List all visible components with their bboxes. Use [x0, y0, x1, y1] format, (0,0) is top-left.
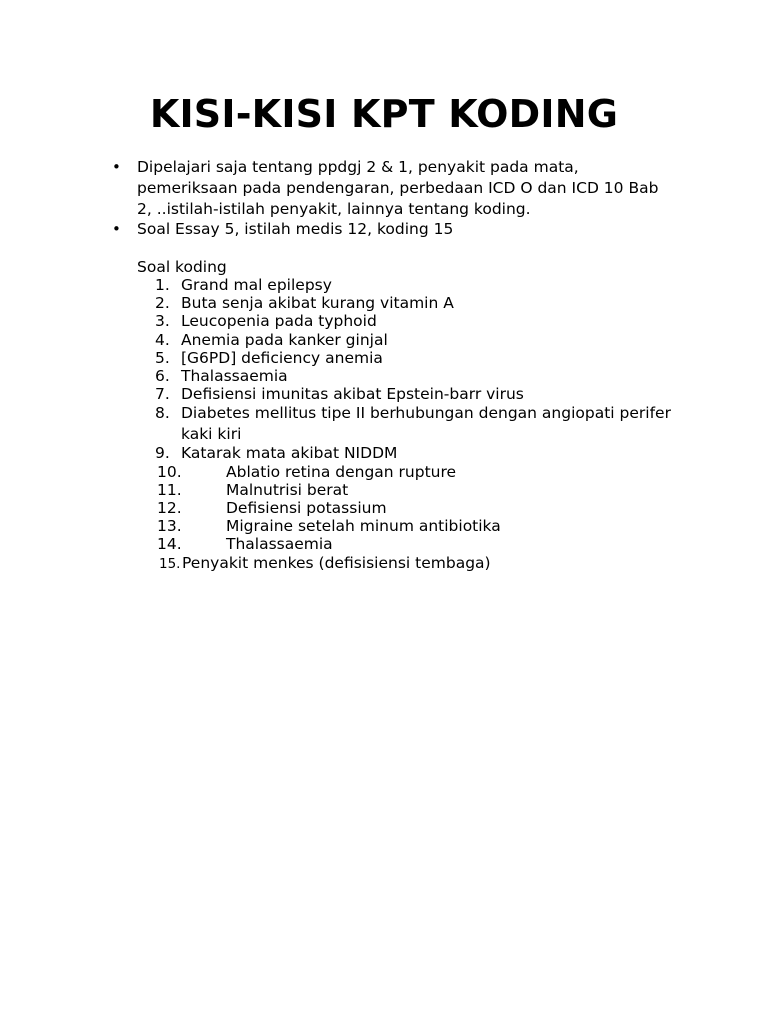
list-item — [0, 331, 681, 349]
item-text: Malnutrisi berat — [226, 480, 349, 499]
list-item — [0, 385, 681, 403]
bullet-item — [0, 157, 677, 220]
item-number: 3. — [155, 312, 170, 331]
list-item — [0, 517, 726, 535]
list-item — [0, 481, 726, 499]
bullet-icon: • — [112, 158, 121, 176]
list-item — [0, 349, 681, 367]
item-text: Buta senja akibat kurang vitamin A — [181, 294, 454, 313]
item-number: 12. — [157, 499, 182, 518]
item-number: 15. — [159, 555, 181, 572]
item-number: 14. — [157, 535, 182, 554]
item-number: 13. — [157, 517, 182, 536]
item-text: Grand mal epilepsy — [181, 276, 332, 294]
list-item — [0, 403, 681, 444]
list-item — [0, 444, 681, 462]
item-number: 6. — [155, 367, 170, 386]
bullet-text: Dipelajari saja tentang ppdgj 2 & 1, penyakit pada mata, pemeriksaan pada pendengaran, perbedaan ICD O dan ICD 10 Bab 2, ..istilah-istilah penyakit, lainnya tentang koding. — [137, 158, 659, 218]
item-text: Katarak mata akibat NIDDM — [181, 444, 398, 463]
item-text: Leucopenia pada typhoid — [181, 312, 377, 331]
item-text: Defisiensi potassium — [226, 499, 387, 518]
bullet-list — [0, 157, 768, 238]
item-text: Diabetes mellitus tipe II berhubungan dengan angiopati perifer kaki kiri — [181, 404, 671, 443]
item-number: 1. — [155, 276, 170, 294]
document-title: KISI-KISI KPT KODING — [149, 92, 619, 136]
coding-list — [0, 276, 768, 572]
item-text: Penyakit menkes (defisisiensi tembaga) — [182, 553, 491, 572]
item-number: 10. — [157, 462, 182, 481]
item-text: [G6PD] deficiency anemia — [181, 348, 383, 367]
item-text: Migraine setelah minum antibiotika — [226, 517, 501, 536]
section-title: Soal koding — [137, 258, 227, 276]
list-item — [0, 312, 681, 330]
bullet-icon: • — [112, 220, 121, 238]
list-item — [0, 276, 681, 294]
bullet-text: Soal Essay 5, istilah medis 12, koding 15 — [137, 220, 454, 238]
item-number: 9. — [155, 444, 170, 463]
item-number: 8. — [155, 404, 170, 423]
list-item — [0, 463, 726, 481]
list-item — [0, 367, 681, 385]
item-text: Defisiensi imunitas akibat Epstein-barr virus — [181, 385, 524, 404]
list-item — [0, 294, 681, 312]
list-item — [0, 499, 726, 517]
bullet-item — [0, 220, 677, 238]
item-text: Thalassaemia — [181, 367, 288, 386]
item-number: 2. — [155, 294, 170, 313]
item-text: Thalassaemia — [226, 535, 333, 554]
item-number: 11. — [157, 480, 182, 499]
item-text: Anemia pada kanker ginjal — [181, 330, 388, 349]
list-item — [0, 554, 682, 572]
item-number: 4. — [155, 330, 170, 349]
item-number: 7. — [155, 385, 170, 404]
item-number: 5. — [155, 348, 170, 367]
list-item — [0, 535, 726, 553]
item-text: Ablatio retina dengan rupture — [226, 462, 457, 481]
